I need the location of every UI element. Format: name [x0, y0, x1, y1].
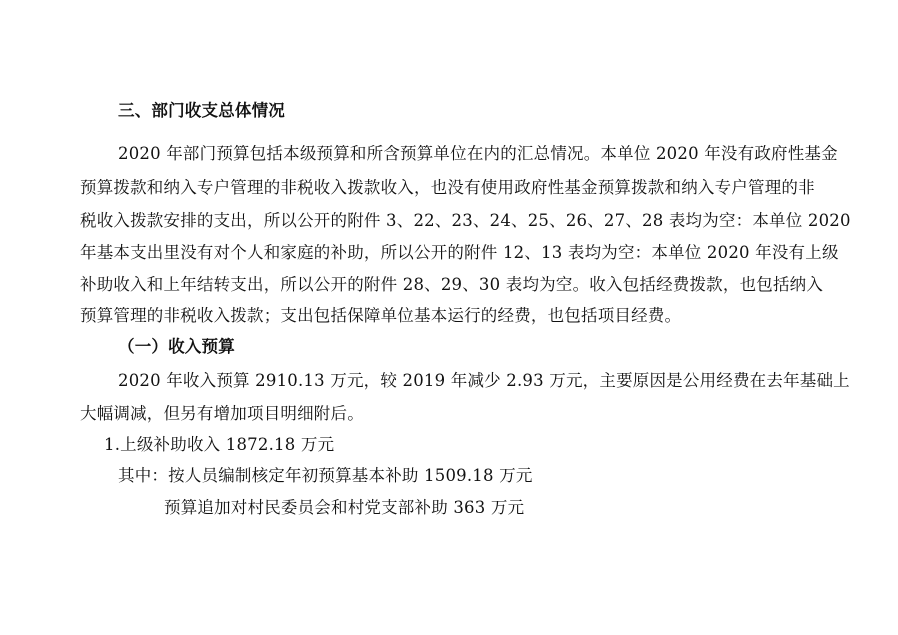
- subsection-heading: （一）收入预算: [118, 337, 235, 356]
- paragraph-line: 补助收入和上年结转支出，所以公开的附件 28、29、30 表均为空。收入包括经费拨款，也包括纳入: [80, 275, 824, 294]
- paragraph-line: 2020 年收入预算 2910.13 万元，较 2019 年减少 2.93 万元，主要原因是公用经费在去年基础上: [118, 371, 850, 390]
- section-heading: 三、部门收支总体情况: [118, 101, 285, 120]
- paragraph-line: 预算拨款和纳入专户管理的非税收入拨款收入，也没有使用政府性基金预算拨款和纳入专户管理的非: [80, 178, 815, 197]
- paragraph-line: 预算管理的非税收入拨款；支出包括保障单位基本运行的经费，也包括项目经费。: [80, 306, 682, 325]
- detail-line: 其中：按人员编制核定年初预算基本补助 1509.18 万元: [118, 466, 533, 485]
- paragraph-line: 大幅调减，但另有增加项目明细附后。: [80, 404, 364, 423]
- detail-line: 预算追加对村民委员会和村党支部补助 363 万元: [164, 498, 525, 517]
- paragraph-line: 2020 年部门预算包括本级预算和所含预算单位在内的汇总情况。本单位 2020 年没有政府性基金: [118, 144, 838, 163]
- list-item: 1.上级补助收入 1872.18 万元: [104, 435, 335, 454]
- paragraph-line: 税收入拨款安排的支出，所以公开的附件 3、22、23、24、25、26、27、28 表均为空：本单位 2020: [80, 211, 851, 230]
- paragraph-line: 年基本支出里没有对个人和家庭的补助，所以公开的附件 12、13 表均为空：本单位 2020 年没有上级: [80, 243, 839, 262]
